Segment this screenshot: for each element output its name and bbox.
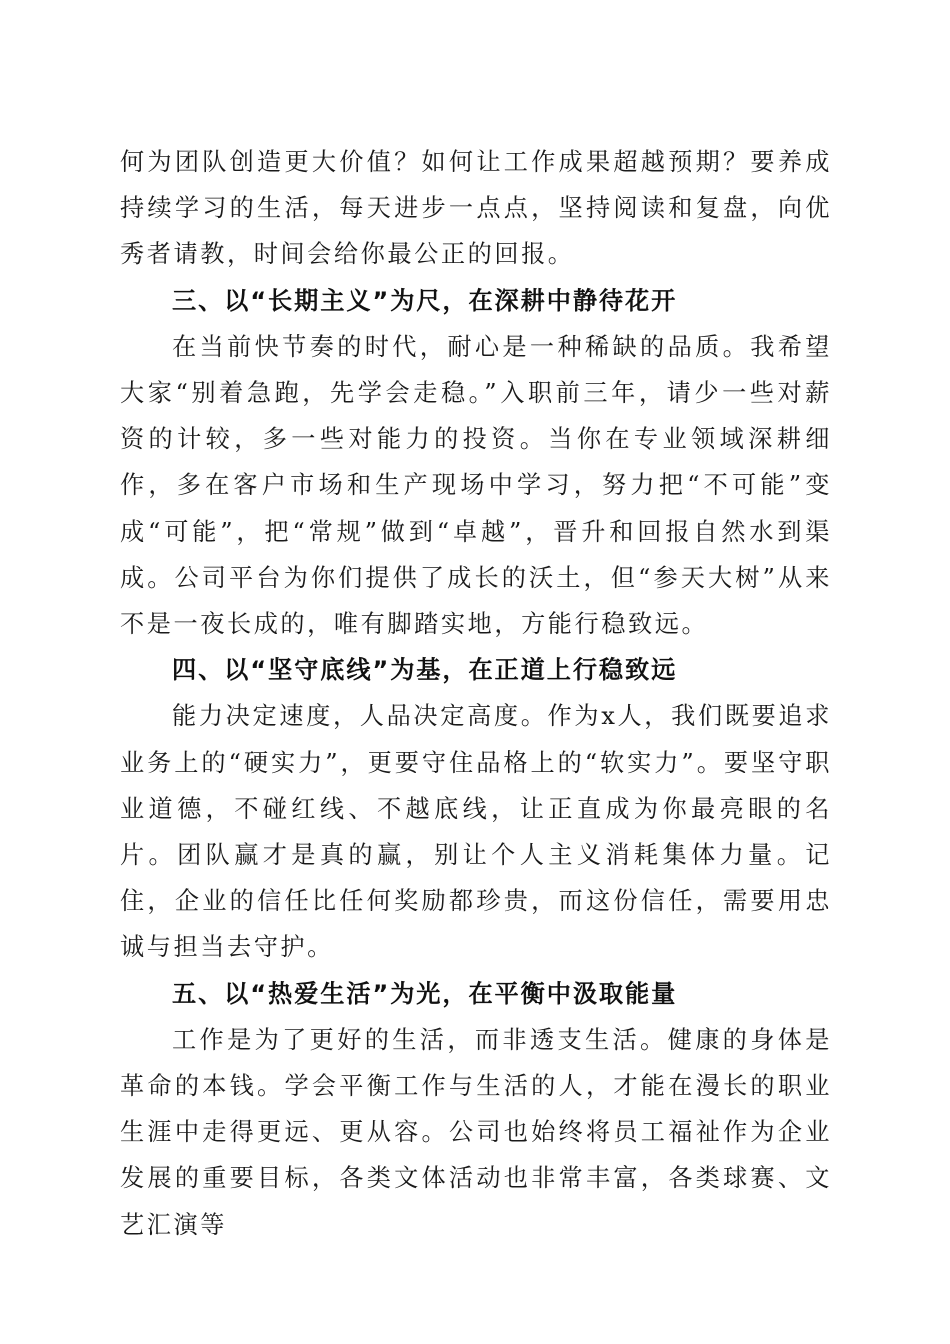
section-heading-3: 三、以“长期主义”为尺，在深耕中静待花开	[172, 286, 678, 315]
body-paragraph-continuation: 何为团队创造更大价值？如何让工作成果超越预期？要养成持续学习的生活，每天进步一点点，坚持阅读和复盘，向优秀者请教，时间会给你最公正的回报。	[120, 148, 832, 269]
body-paragraph-section-5: 工作是为了更好的生活，而非透支生活。健康的身体是革命的本钱。学会平衡工作与生活的人，才能在漫长的职业生涯中走得更远、更从容。公司也始终将员工福祉作为企业发展的重要目标，各类文体活动也非常丰富，各类球赛、文艺汇演等	[120, 1025, 832, 1239]
section-heading-4: 四、以“坚守底线”为基，在正道上行稳致远	[172, 656, 678, 685]
body-paragraph-section-4: 能力决定速度，人品决定高度。作为x人，我们既要追求业务上的“硬实力”，更要守住品格上的“软实力”。要坚守职业道德，不碰红线、不越底线，让正直成为你最亮眼的名片。团队赢才是真的赢，别让个人主义消耗集体力量。记住，企业的信任比任何奖励都珍贵，而这份信任，需要用忠诚与担当去守护。	[120, 702, 832, 962]
body-paragraph-section-3: 在当前快节奏的时代，耐心是一种稀缺的品质。我希望大家“别着急跑，先学会走稳。”入职前三年，请少一些对薪资的计较，多一些对能力的投资。当你在专业领域深耕细作，多在客户市场和生产现场中学习，努力把“不可能”变成“可能”，把“常规”做到“卓越”，晋升和回报自然水到渠成。公司平台为你们提供了成长的沃土，但“参天大树”从来不是一夜长成的，唯有脚踏实地，方能行稳致远。	[120, 332, 832, 639]
document-body	[120, 139, 832, 1248]
section-heading-5: 五、以“热爱生活”为光，在平衡中汲取能量	[172, 979, 678, 1008]
